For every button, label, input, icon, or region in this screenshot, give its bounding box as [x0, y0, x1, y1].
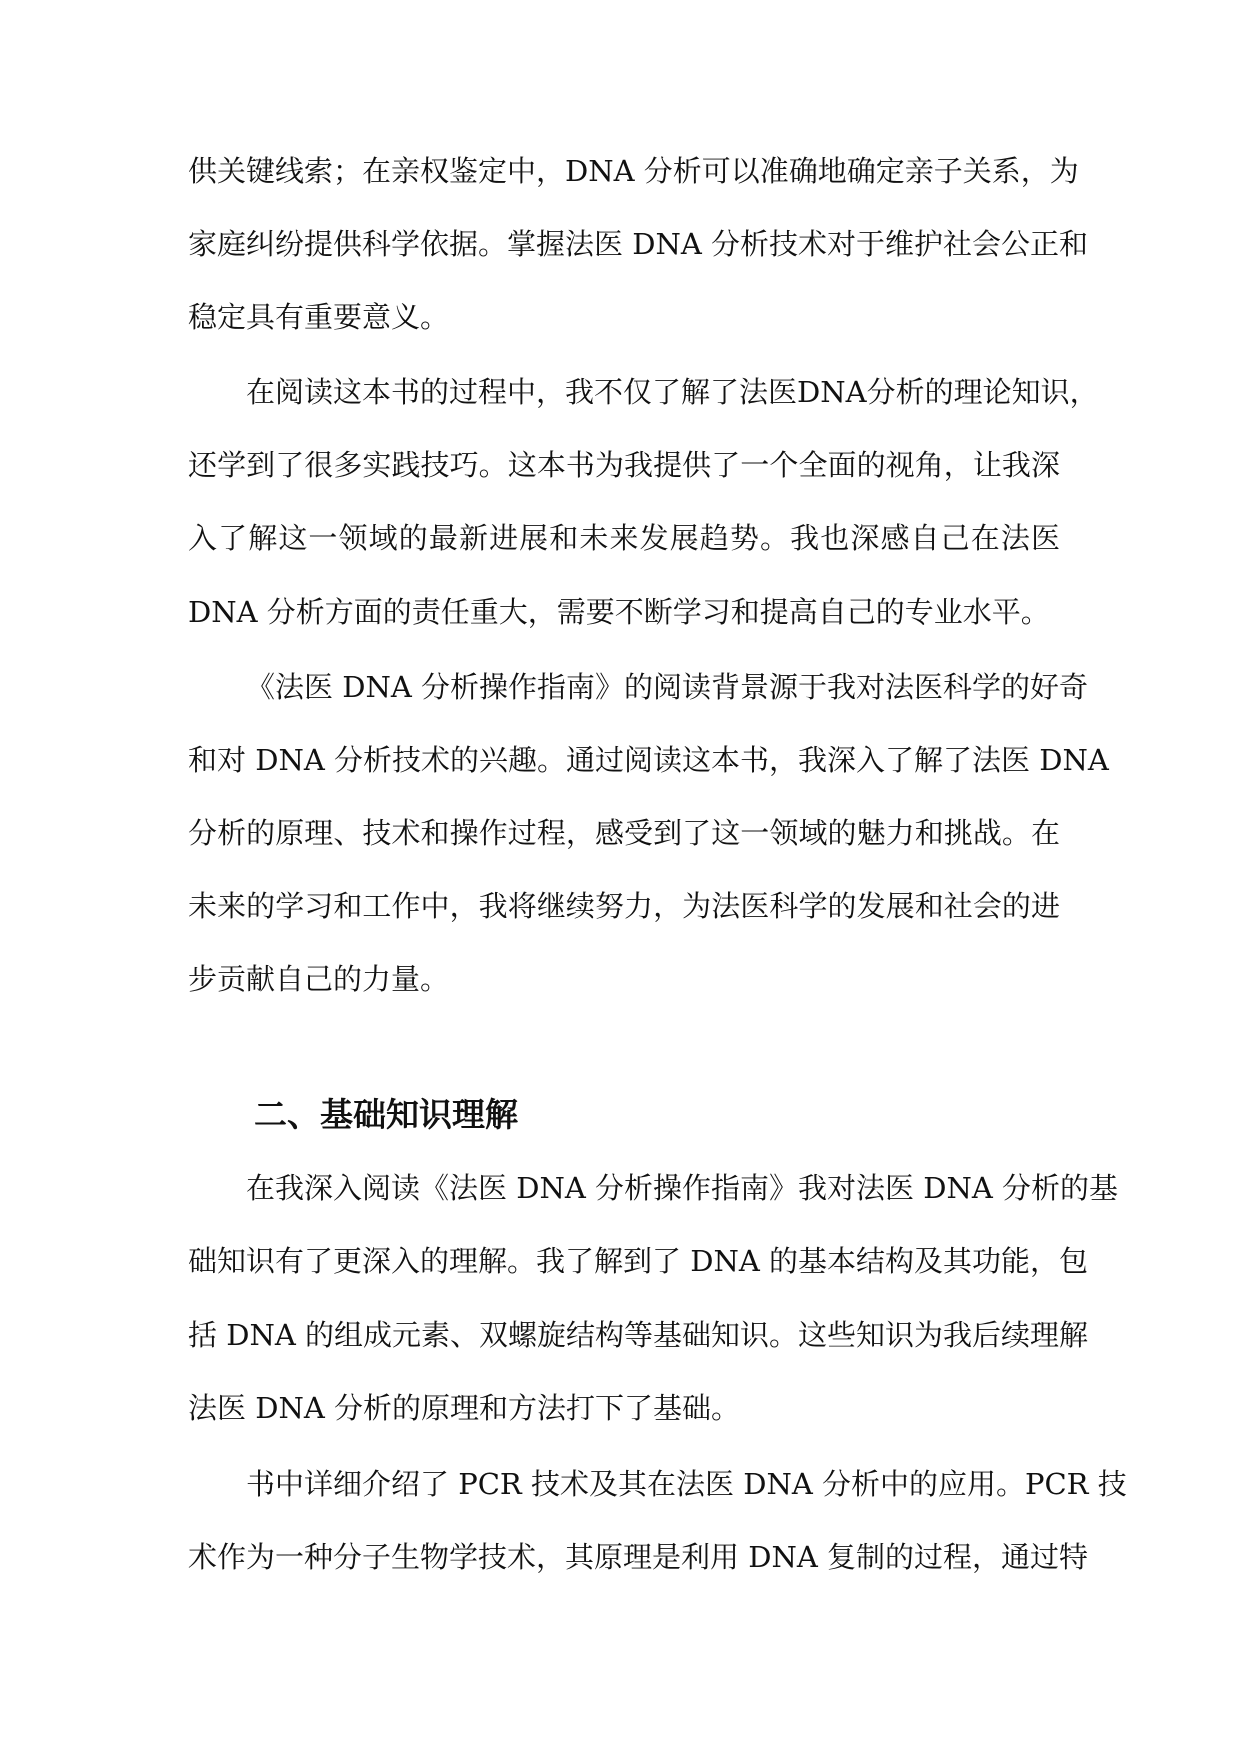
paragraph-line: DNA 分析方面的责任重大，需要不断学习和提高自己的专业水平。	[188, 595, 1050, 629]
paragraph-line: 家庭纠纷提供科学依据。掌握法医 DNA 分析技术对于维护社会公正和	[188, 227, 1089, 261]
paragraph-line: 未来的学习和工作中，我将继续努力，为法医科学的发展和社会的进	[188, 889, 1060, 923]
paragraph-line: 供关键线索；在亲权鉴定中，DNA 分析可以准确地确定亲子关系，为	[188, 154, 1079, 188]
paragraph-line: 分析的原理、技术和操作过程，感受到了这一领域的魅力和挑战。在	[188, 816, 1060, 850]
paragraph-line: 术作为一种分子生物学技术，其原理是利用 DNA 复制的过程，通过特	[188, 1540, 1089, 1574]
paragraph-line: 括 DNA 的组成元素、双螺旋结构等基础知识。这些知识为我后续理解	[188, 1318, 1089, 1352]
paragraph-line: 础知识有了更深入的理解。我了解到了 DNA 的基本结构及其功能，包	[188, 1244, 1089, 1278]
paragraph-line: 法医 DNA 分析的原理和方法打下了基础。	[188, 1391, 741, 1425]
section-heading: 二、基础知识理解	[254, 1095, 518, 1134]
paragraph-line: 《法医 DNA 分析操作指南》的阅读背景源于我对法医科学的好奇	[246, 670, 1089, 704]
paragraph-line: 还学到了很多实践技巧。这本书为我提供了一个全面的视角，让我深	[188, 448, 1060, 482]
paragraph-line: 在我深入阅读《法医 DNA 分析操作指南》我对法医 DNA 分析的基	[246, 1171, 1119, 1205]
paragraph-line: 书中详细介绍了 PCR 技术及其在法医 DNA 分析中的应用。PCR 技	[246, 1467, 1127, 1501]
paragraph-line: 稳定具有重要意义。	[188, 300, 450, 334]
paragraph-line: 在阅读这本书的过程中，我不仅了解了法医DNA分析的理论知识，	[246, 375, 1099, 409]
paragraph-line: 步贡献自己的力量。	[188, 962, 450, 996]
paragraph-line: 和对 DNA 分析技术的兴趣。通过阅读这本书，我深入了解了法医 DNA	[188, 743, 1109, 777]
paragraph-line: 入了解这一领域的最新进展和未来发展趋势。我也深感自己在法医	[188, 521, 1060, 555]
